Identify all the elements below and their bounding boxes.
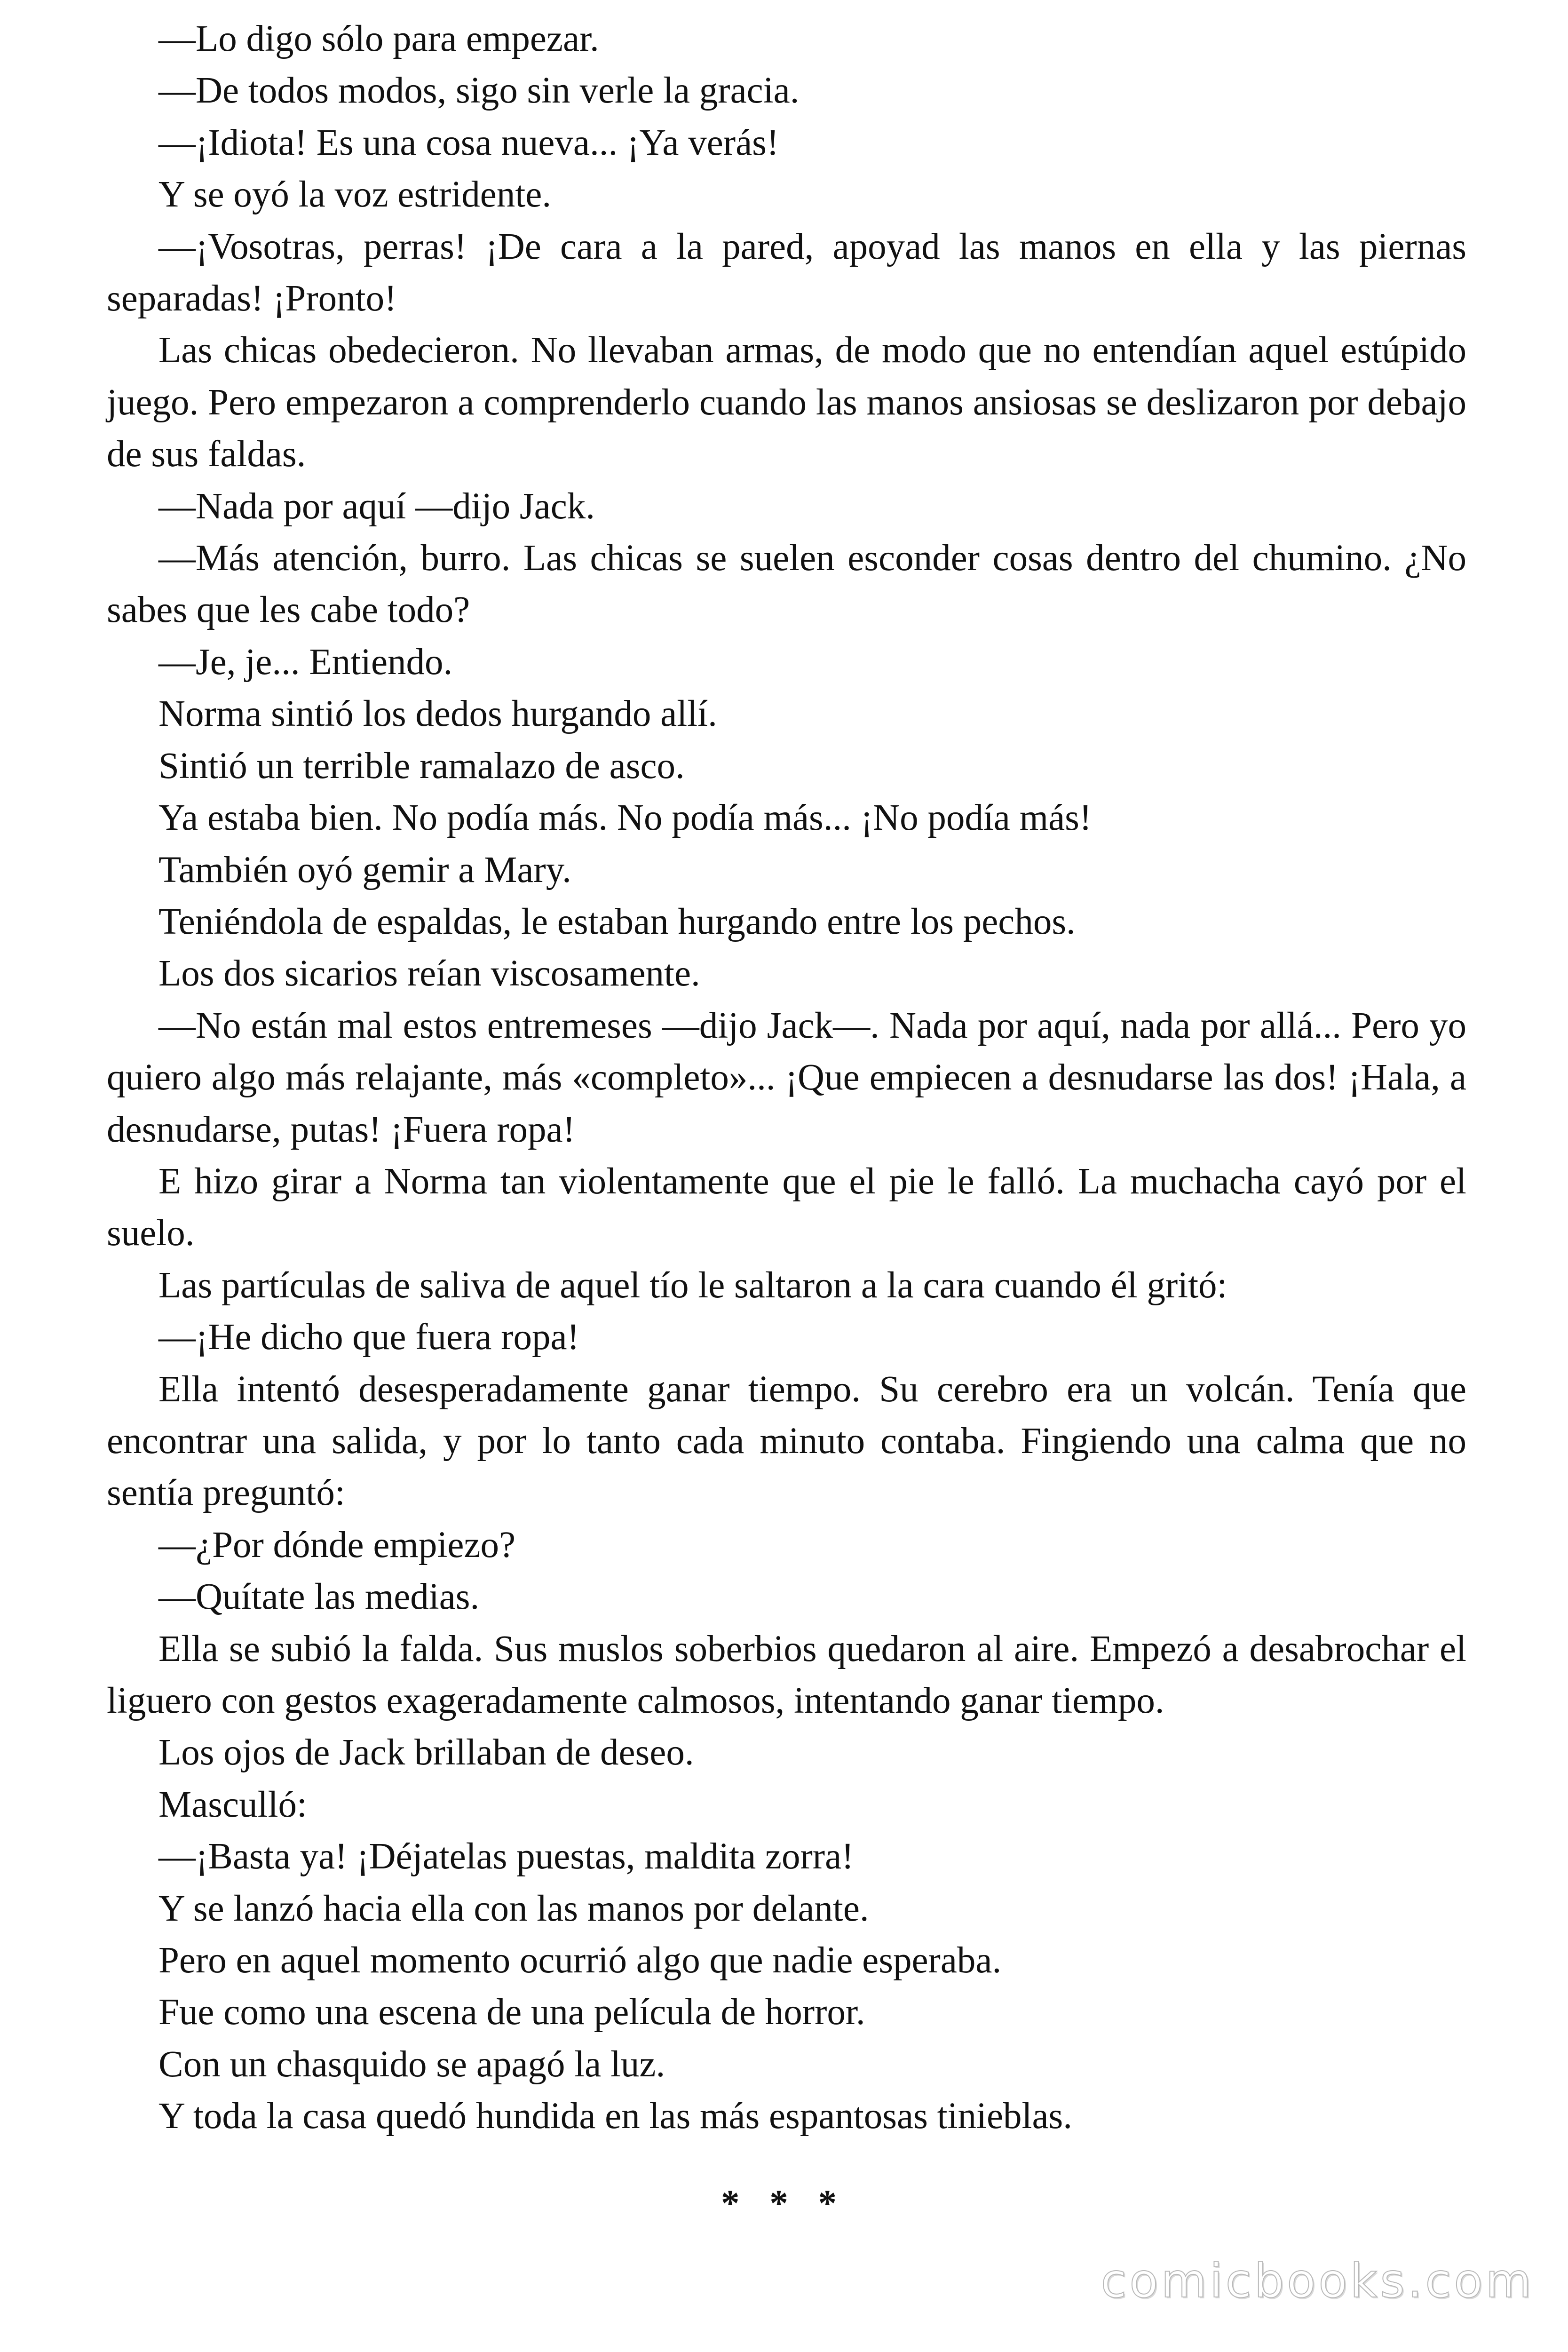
paragraph: Y se oyó la voz estridente. (158, 174, 552, 215)
paragraph: —Je, je... Entiendo. (158, 641, 453, 683)
paragraph: Las chicas obedecieron. No llevaban armas, de modo que no entendían aquel estúpido juego. Pero empezaron a comprenderlo cuando las manos ansiosas se deslizaron por debajo de sus faldas. (107, 330, 1466, 475)
paragraph: —¡Idiota! Es una cosa nueva... ¡Ya verás! (158, 122, 779, 163)
paragraph: Ella intentó desesperadamente ganar tiempo. Su cerebro era un volcán. Tenía que encontrar una salida, y por lo tanto cada minuto contaba. Fingiendo una calma que no sentía preguntó: (107, 1368, 1466, 1514)
paragraph: Las partículas de saliva de aquel tío le saltaron a la cara cuando él gritó: (158, 1264, 1227, 1306)
paragraph: Sintió un terrible ramalazo de asco. (158, 745, 685, 787)
paragraph: —¡Vosotras, perras! ¡De cara a la pared, apoyad las manos en ella y las piernas separadas! ¡Pronto! (107, 226, 1466, 319)
paragraph: —Más atención, burro. Las chicas se suelen esconder cosas dentro del chumino. ¿No sabes que les cabe todo? (107, 538, 1466, 631)
paragraph: Ya estaba bien. No podía más. No podía más... ¡No podía más! (158, 797, 1092, 839)
paragraph: Los dos sicarios reían viscosamente. (158, 953, 700, 994)
paragraph: —No están mal estos entremeses —dijo Jack—. Nada por aquí, nada por allá... Pero yo quiero algo más relajante, más «completo»... ¡Que empiecen a desnudarse las dos! ¡Hala, a desnudarse, putas! ¡Fuera ropa! (107, 1005, 1466, 1150)
paragraph: Fue como una escena de una película de horror. (158, 1992, 865, 2033)
paragraph: Con un chasquido se apagó la luz. (158, 2043, 665, 2085)
paragraph: —De todos modos, sigo sin verle la gracia. (158, 70, 800, 111)
paragraph: Y se lanzó hacia ella con las manos por delante. (158, 1888, 869, 1929)
paragraph: —Lo digo sólo para empezar. (158, 18, 599, 59)
text-body (107, 13, 1466, 2143)
paragraph: Ella se subió la falda. Sus muslos soberbios quedaron al aire. Empezó a desabrochar el liguero con gestos exageradamente calmosos, intentando ganar tiempo. (107, 1628, 1466, 1721)
paragraph: Pero en aquel momento ocurrió algo que nadie esperaba. (158, 1940, 1002, 1981)
paragraph: Los ojos de Jack brillaban de deseo. (158, 1732, 694, 1773)
paragraph: Y toda la casa quedó hundida en las más espantosas tinieblas. (158, 2096, 1073, 2137)
paragraph: —¡Basta ya! ¡Déjatelas puestas, maldita zorra! (158, 1836, 854, 1877)
section-separator: * * * (721, 2183, 847, 2224)
paragraph: Norma sintió los dedos hurgando allí. (158, 693, 717, 735)
paragraph: E hizo girar a Norma tan violentamente que el pie le falló. La muchacha cayó por el suelo. (107, 1160, 1466, 1254)
paragraph: También oyó gemir a Mary. (158, 849, 571, 890)
paragraph: —Nada por aquí —dijo Jack. (158, 485, 595, 527)
watermark: comicbooks.com (1101, 2253, 1534, 2308)
paragraph: Masculló: (158, 1784, 307, 1825)
paragraph: —Quítate las medias. (158, 1576, 480, 1618)
paragraph: Teniéndola de espaldas, le estaban hurgando entre los pechos. (158, 901, 1076, 942)
paragraph: —¿Por dónde empiezo? (158, 1524, 516, 1565)
paragraph: —¡He dicho que fuera ropa! (158, 1317, 579, 1358)
